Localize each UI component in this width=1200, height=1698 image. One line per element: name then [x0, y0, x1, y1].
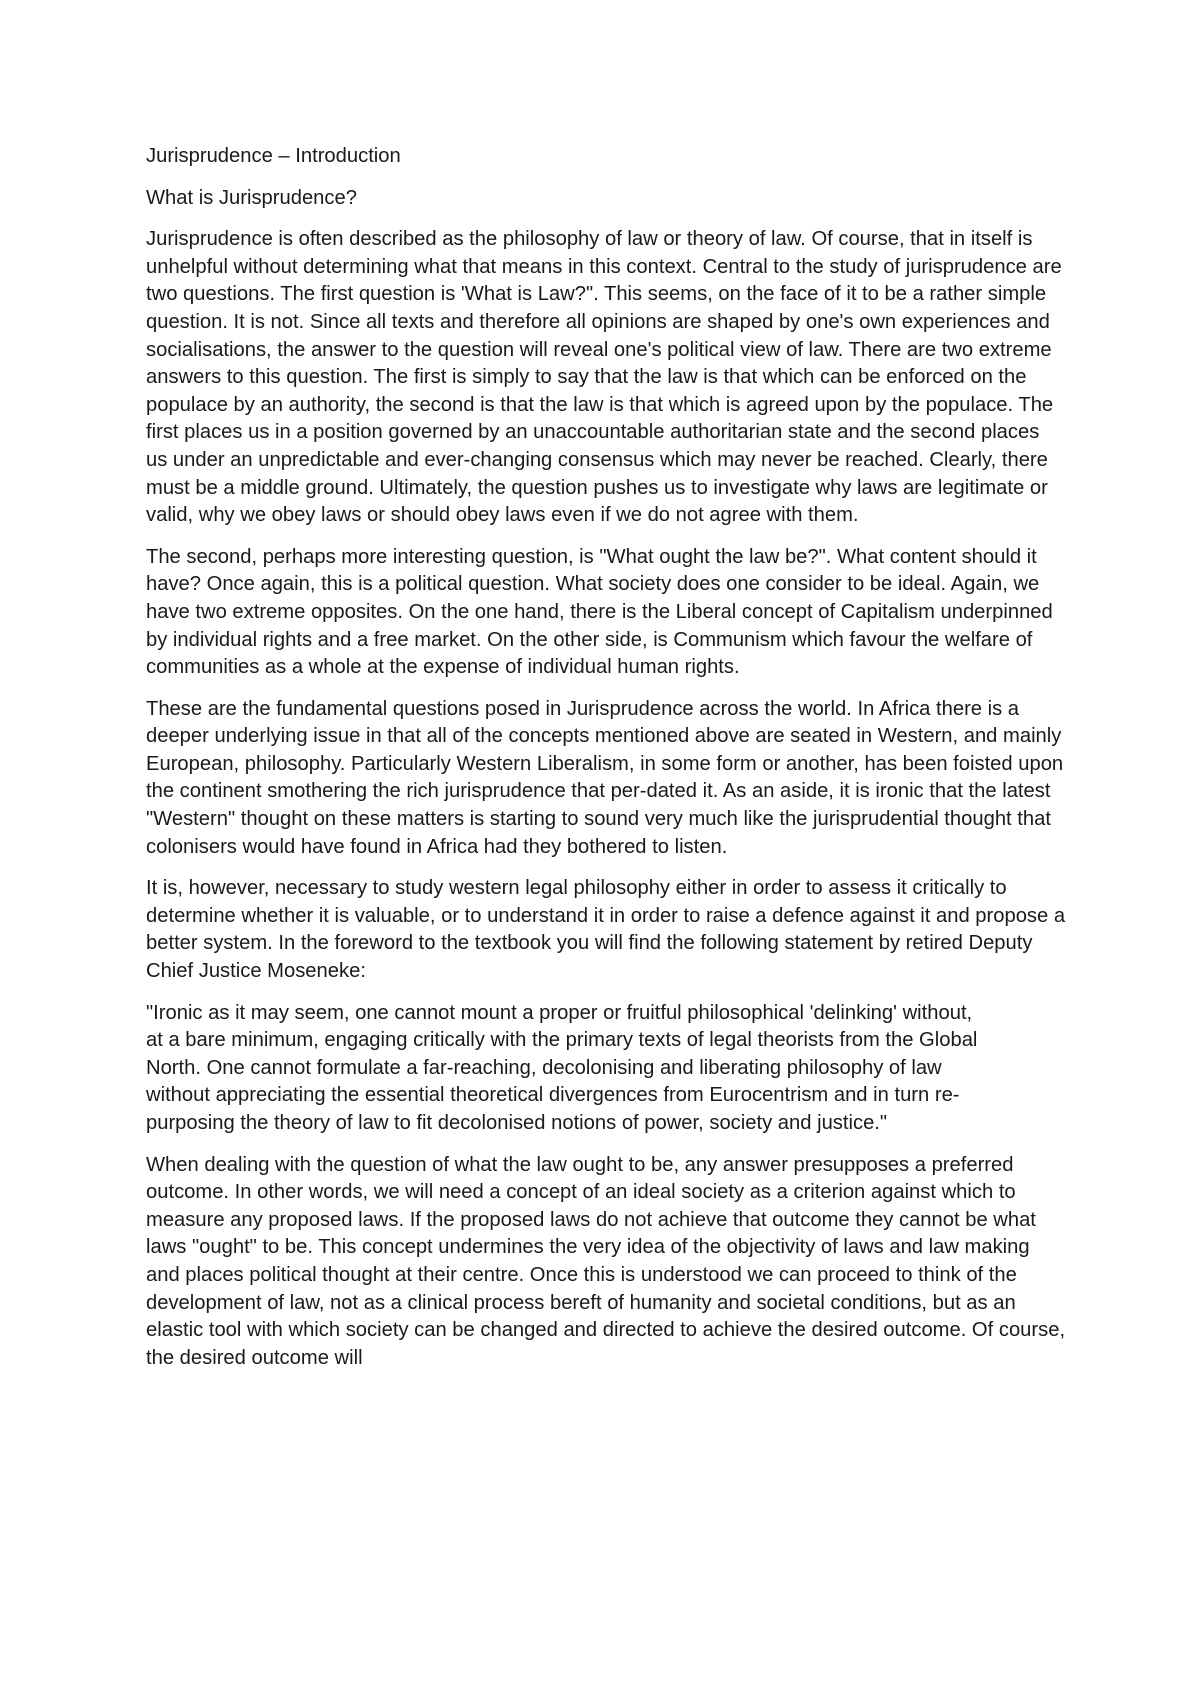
- paragraph-africa: These are the fundamental questions posed in Jurisprudence across the world. In Africa there is a deeper underlying issue in that all of the concepts mentioned above are seated in Western, and mainly European, philosophy. Particularly Western Liberalism, in some form or another, has been foisted upon the continent smothering the rich jurisprudence that per-dated it. As an aside, it is ironic that the latest "Western" thought on these matters is starting to sound very much like the jurisprudential thought that colonisers would have found in Africa had they bothered to listen.: [146, 697, 1064, 858]
- block-quote: "Ironic as it may seem, one cannot mount a proper or fruitful philosophical 'delinking' without, at a bare minimum, engaging critically with the primary texts of legal theorists from the Global North. One cannot formulate a far-reaching, decolonising and liberating philosophy of law without appreciating the essential theoretical divergences from Eurocentrism and in turn re-purposing the theory of law to fit decolonised notions of power, society and justice.": [146, 1001, 978, 1134]
- section-heading: What is Jurisprudence?: [146, 186, 357, 209]
- paragraph-definition: Jurisprudence is often described as the philosophy of law or theory of law. Of course, that in itself is unhelpful without determining what that means in this context. Central to the study of jurisprudence are two questions. The first question is 'What is Law?". This seems, on the face of it to be a rather simple question. It is not. Since all texts and therefore all opinions are shaped by one's own experiences and socialisations, the answer to the question will reveal one's political view of law. There are two extreme answers to this question. The first is simply to say that the law is that which can be enforced on the populace by an authority, the second is that the law is that which is agreed upon by the populace. The first places us in a position governed by an unaccountable authoritarian state and the second places us under an unpredictable and ever-changing consensus which may never be reached. Clearly, there must be a middle ground. Ultimately, the question pushes us to investigate why laws are legitimate or valid, why we obey laws or should obey laws even if we do not agree with them.: [146, 228, 1062, 527]
- document-title: Jurisprudence – Introduction: [146, 145, 401, 167]
- paragraph-second-question: The second, perhaps more interesting question, is "What ought the law be?". What content should it have? Once again, this is a political question. What society does one consider to be ideal. Again, we have two extreme opposites. On the one hand, there is the Liberal concept of Capitalism underpinned by individual rights and a free market. On the other side, is Communism which favour the welfare of communities as a whole at the expense of individual human rights.: [146, 545, 1053, 679]
- paragraph-western-philosophy: It is, however, necessary to study western legal philosophy either in order to assess it critically to determine whether it is valuable, or to understand it in order to raise a defence against it and propose a better system. In the foreword to the textbook you will find the following statement by retired Deputy Chief Justice Moseneke:: [146, 877, 1066, 983]
- document-body: [146, 143, 1066, 1386]
- paragraph-ought: When dealing with the question of what the law ought to be, any answer presupposes a preferred outcome. In other words, we will need a concept of an ideal society as a criterion against which to measure any proposed laws. If the proposed laws do not achieve that outcome they cannot be what laws "ought" to be. This concept undermines the very idea of the objectivity of laws and law making and places political thought at their centre. Once this is understood we can proceed to think of the development of law, not as a clinical process bereft of humanity and societal conditions, but as an elastic tool with which society can be changed and directed to achieve the desired outcome. Of course, the desired outcome will: [146, 1153, 1066, 1369]
